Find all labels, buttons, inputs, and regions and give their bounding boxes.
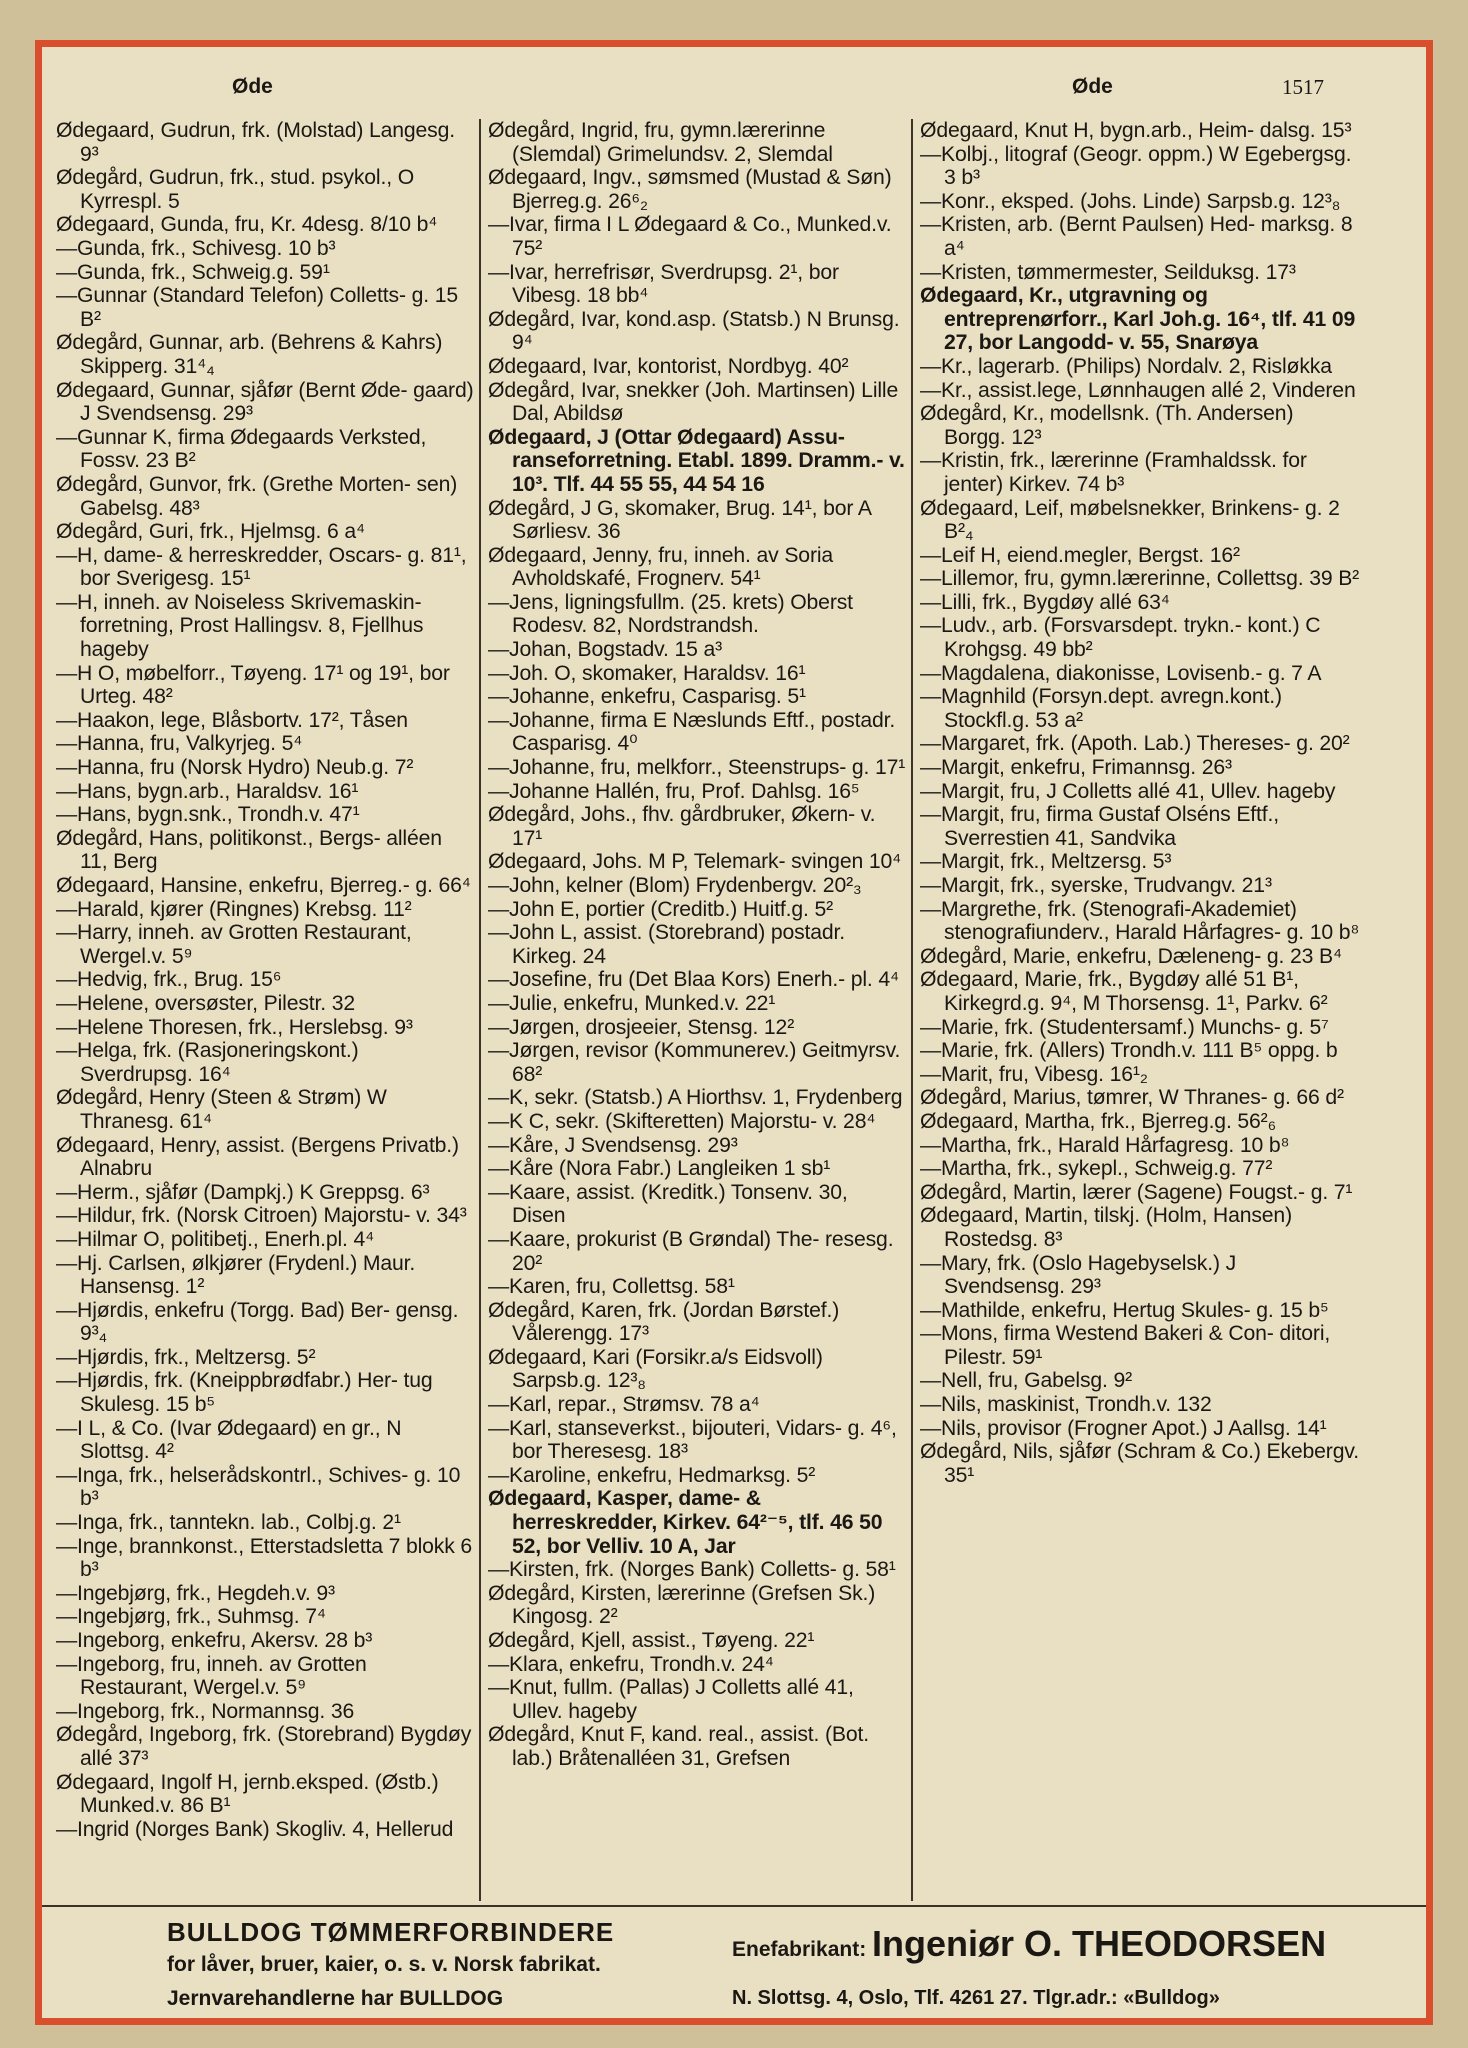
- directory-entry: —Margit, fru, firma Gustaf Olséns Eftf., Sverrestien 41, Sandvika: [920, 803, 1285, 850]
- directory-entry: —Mary, frk. (Oslo Hagebyselsk.) J Svendsensg. 29³: [920, 1251, 1242, 1299]
- directory-entry: —H O, møbelforr., Tøyeng. 17¹ og 19¹, bor Urteg. 48²: [56, 661, 456, 709]
- directory-entry: —Kåre (Nora Fabr.) Langleiken 1 sb¹: [488, 1157, 831, 1181]
- directory-entry: —Kolbj., litograf (Geogr. oppm.) W Egebergsg. 3 b³: [920, 142, 1358, 190]
- directory-entry: Ødegaard, Gudrun, frk. (Molstad) Langesg. 9³: [56, 119, 461, 166]
- directory-entry: —Josefine, fru (Det Blaa Kors) Enerh.- pl. 4⁴: [488, 968, 899, 992]
- directory-entry: —Kr., assist.lege, Lønnhaugen allé 2, Vinderen: [920, 378, 1356, 402]
- directory-entry: —Margaret, frk. (Apoth. Lab.) Thereses- g. 20²: [920, 732, 1350, 756]
- directory-entry: Ødegaard, Ingv., sømsmed (Mustad & Søn) Bjerreg.g. 26⁶₂: [488, 166, 898, 213]
- directory-entry: —Johanne, fru, melkforr., Steenstrups- g. 17¹: [488, 756, 906, 780]
- column-divider: [911, 119, 913, 1901]
- directory-entry: Ødegård, Henry (Steen & Strøm) W Thranesg. 61⁴: [56, 1086, 393, 1133]
- directory-entry: Ødegaard, Kasper, dame- & herreskredder, Kirkev. 64²⁻⁵, tlf. 46 50 52, bor Velliv. 10 A, Jar: [488, 1487, 889, 1558]
- directory-entry: —Jørgen, drosjeeier, Stensg. 12²: [488, 1015, 795, 1039]
- directory-entry: —Kaare, assist. (Kreditk.) Tonsenv. 30, Disen: [488, 1180, 854, 1228]
- directory-entry: —Hilmar O, politibetj., Enerh.pl. 4⁴: [56, 1227, 375, 1251]
- directory-entry: —Inge, brannkonst., Etterstadsletta 7 blokk 6 b³: [56, 1534, 478, 1582]
- directory-entry: —Gunda, frk., Schweig.g. 59¹: [56, 260, 330, 284]
- directory-entry: —Ivar, firma I L Ødegaard & Co., Munked.v. 75²: [488, 213, 898, 260]
- header-left: Øde: [232, 75, 273, 98]
- directory-entry: —Marit, fru, Vibesg. 16¹₂: [920, 1062, 1148, 1086]
- directory-entry: —Jens, ligningsfullm. (25. krets) Oberst Rodesv. 82, Nordstrandsh.: [488, 590, 859, 638]
- directory-page: [35, 40, 1433, 2025]
- directory-entry: Ødegård, Hans, politikonst., Bergs- alléen 11, Berg: [56, 826, 448, 874]
- directory-entry: —Ingebjørg, frk., Suhmsg. 7⁴: [56, 1605, 326, 1629]
- directory-entry: —John, kelner (Blom) Frydenbergv. 20²₃: [488, 874, 862, 897]
- directory-entry: —Ingrid (Norges Bank) Skogliv. 4, Hellerud: [56, 1817, 454, 1841]
- directory-entry: —Johanne, firma E Næslunds Eftf., postadr. Casparisg. 4⁰: [488, 708, 901, 756]
- directory-entry: —H, inneh. av Noiseless Skrivemaskin- forretning, Prost Hallingsv. 8, Fjellhus hageby: [56, 590, 430, 662]
- directory-entry: —Mathilde, enkefru, Hertug Skules- g. 15 b⁵: [920, 1298, 1329, 1322]
- directory-entry: —Margit, fru, J Colletts allé 41, Ullev. hageby: [920, 779, 1336, 803]
- directory-entry: —John L, assist. (Storebrand) postadr. Kirkeg. 24: [488, 921, 851, 968]
- header-right: Øde: [1072, 75, 1113, 98]
- directory-entry: —Joh. O, skomaker, Haraldsv. 16¹: [488, 661, 806, 685]
- directory-entry: —Herm., sjåfør (Dampkj.) K Greppsg. 6³: [56, 1180, 430, 1204]
- directory-entry: —Hjørdis, enkefru (Torgg. Bad) Ber- gensg. 9³₄: [56, 1298, 465, 1346]
- directory-entry: —Karoline, enkefru, Hedmarksg. 5²: [488, 1463, 816, 1487]
- directory-entry: —Margit, enkefru, Frimannsg. 26³: [920, 756, 1232, 780]
- directory-entry: Ødegård, Guri, frk., Hjelmsg. 6 a⁴: [56, 520, 365, 544]
- directory-entry: —Nils, maskinist, Trondh.v. 132: [920, 1393, 1212, 1417]
- directory-entry: Ødegård, Ivar, snekker (Joh. Martinsen) Lille Dal, Abildsø: [488, 378, 904, 426]
- directory-entry: —Johan, Bogstadv. 15 a³: [488, 638, 723, 662]
- directory-entry: —Kirsten, frk. (Norges Bank) Colletts- g. 58¹: [488, 1558, 896, 1582]
- directory-entry: —Margrethe, frk. (Stenografi-Akademiet) stenografiunderv., Harald Hårfagres- g. 10 b⁸: [920, 897, 1360, 945]
- directory-entry: —Ivar, herrefrisør, Sverdrupsg. 2¹, bor Vibesg. 18 bb⁴: [488, 260, 845, 308]
- directory-entry: —K, sekr. (Statsb.) A Hiorthsv. 1, Frydenberg: [488, 1086, 903, 1110]
- directory-entry: —Hanna, fru, Valkyrjeg. 5⁴: [56, 732, 303, 756]
- directory-entry: —Ludv., arb. (Forsvarsdept. trykn.- kont.) C Krohgsg. 49 bb²: [920, 614, 1327, 662]
- directory-entry: —Helga, frk. (Rasjoneringskont.) Sverdrupsg. 16⁴: [56, 1039, 365, 1086]
- directory-entry: —Kristen, tømmermester, Seilduksg. 17³: [920, 260, 1296, 284]
- directory-entry: Ødegaard, Marie, frk., Bygdøy allé 51 B¹, Kirkegrd.g. 9⁴, M Thorsensg. 1¹, Parkv. 6²: [920, 968, 1328, 1015]
- column-1: [56, 119, 480, 1894]
- directory-entry: —Ingeborg, fru, inneh. av Grotten Restaurant, Wergel.v. 5⁹: [56, 1652, 373, 1700]
- directory-entry: —Hj. Carlsen, ølkjører (Frydenl.) Maur. Hansensg. 1²: [56, 1251, 421, 1299]
- directory-entry: —Ingeborg, enkefru, Akersv. 28 b³: [56, 1629, 373, 1652]
- directory-entry: —Hildur, frk. (Norsk Citroen) Majorstu- v. 34³: [56, 1204, 467, 1228]
- directory-entry: Ødegård, Ingrid, fru, gymn.lærerinne (Slemdal) Grimelundsv. 2, Slemdal: [488, 119, 833, 166]
- directory-entry: —Inga, frk., tanntekn. lab., Colbj.g. 2¹: [56, 1511, 401, 1535]
- directory-entry: —Helene, oversøster, Pilestr. 32: [56, 991, 356, 1015]
- directory-entry: —Harry, inneh. av Grotten Restaurant, Wergel.v. 5⁹: [56, 921, 418, 968]
- ad-dealer-line: Jernvarehandlerne har BULLDOG: [167, 1987, 504, 2010]
- directory-entry: Ødegaard, Kr., utgravning og entreprenørforr., Karl Joh.g. 16⁴, tlf. 41 09 27, bor Langodd- v. 55, Snarøya: [920, 284, 1361, 355]
- directory-entry: —Johanne, enkefru, Casparisg. 5¹: [488, 685, 806, 709]
- directory-entry: —Martha, frk., Harald Hårfagresg. 10 b⁸: [920, 1133, 1290, 1157]
- directory-entry: —Hjørdis, frk. (Kneippbrødfabr.) Her- tug Skulesg. 15 b⁵: [56, 1369, 439, 1417]
- directory-entry: Ødegaard, Hansine, enkefru, Bjerreg.- g. 66⁴: [56, 874, 471, 897]
- directory-entry: —Karl, stanseverkst., bijouteri, Vidars- g. 4⁶, bor Theresesg. 18³: [488, 1416, 903, 1464]
- directory-entry: —Hedvig, frk., Brug. 15⁶: [56, 968, 282, 992]
- directory-entry: —Johanne Hallén, fru, Prof. Dahlsg. 16⁵: [488, 779, 860, 803]
- directory-entry: —Lilli, frk., Bygdøy allé 63⁴: [920, 590, 1170, 614]
- directory-entry: Ødegård, Knut F, kand. real., assist. (Bot. lab.) Bråtenalléen 31, Grefsen: [488, 1723, 875, 1770]
- directory-entry: —John E, portier (Creditb.) Huitf.g. 5²: [488, 897, 834, 921]
- directory-entry: —Hjørdis, frk., Meltzersg. 5²: [56, 1345, 316, 1369]
- ad-address: N. Slottsg. 4, Oslo, Tlf. 4261 27. Tlgr.adr.: «Bulldog»: [732, 1987, 1220, 2009]
- directory-entry: —Nils, provisor (Frogner Apot.) J Aallsg. 14¹: [920, 1416, 1327, 1440]
- directory-entry: Ødegård, Kirsten, lærerinne (Grefsen Sk.) Kingosg. 2²: [488, 1581, 881, 1629]
- directory-entry: Ødegaard, Kari (Forsikr.a/s Eidsvoll) Sarpsb.g. 12³₈: [488, 1345, 829, 1393]
- directory-entry: —Marie, frk. (Allers) Trondh.v. 111 B⁵ oppg. b: [920, 1039, 1338, 1063]
- directory-entry: —Konr., eksped. (Johs. Linde) Sarpsb.g. 12³₈: [920, 189, 1341, 213]
- directory-entry: —Haakon, lege, Blåsbortv. 17², Tåsen: [56, 708, 408, 732]
- directory-entry: —Kr., lagerarb. (Philips) Nordalv. 2, Risløkka: [920, 354, 1332, 378]
- directory-entry: —Mons, firma Westend Bakeri & Con- ditori, Pilestr. 59¹: [920, 1322, 1336, 1369]
- directory-entry: —H, dame- & herreskredder, Oscars- g. 81¹, bor Sverigesg. 15¹: [56, 543, 473, 591]
- directory-entry: —Kåre, J Svendsensg. 29³: [488, 1133, 738, 1157]
- directory-entry: —Knut, fullm. (Pallas) J Colletts allé 41, Ullev. hageby: [488, 1676, 860, 1723]
- directory-entry: —Ingeborg, frk., Normannsg. 36: [56, 1699, 355, 1723]
- directory-entry: —Magnhild (Forsyn.dept. avregn.kont.) Stockfl.g. 53 a²: [920, 685, 1288, 732]
- directory-entry: Ødegaard, Leif, møbelsnekker, Brinkens- g. 2 B²₄: [920, 496, 1346, 544]
- directory-entry: —Hanna, fru (Norsk Hydro) Neub.g. 7²: [56, 756, 414, 780]
- advertisement: [42, 1905, 1426, 2027]
- page-header: [42, 75, 1426, 109]
- column-3: [920, 119, 1365, 1894]
- directory-entry: —Harald, kjører (Ringnes) Krebsg. 11²: [56, 897, 412, 921]
- directory-entry: —Ingebjørg, frk., Hegdeh.v. 9³: [56, 1581, 335, 1605]
- directory-entry: —Margit, frk., Meltzersg. 5³: [920, 850, 1172, 874]
- directory-entry: —Gunnar K, firma Ødegaards Verksted, Fossv. 23 B²: [56, 425, 433, 473]
- directory-entry: —Julie, enkefru, Munked.v. 22¹: [488, 991, 776, 1015]
- directory-entry: —Magdalena, diakonisse, Lovisenb.- g. 7 A: [920, 661, 1322, 685]
- directory-entry: Ødegård, Ivar, kond.asp. (Statsb.) N Brunsg. 9⁴: [488, 307, 906, 355]
- directory-entry: —Hans, bygn.snk., Trondh.v. 47¹: [56, 803, 360, 827]
- directory-entry: Ødegård, Nils, sjåfør (Schram & Co.) Ekebergv. 35¹: [920, 1440, 1365, 1487]
- directory-entry: —Margit, frk., syerske, Trudvangv. 21³: [920, 874, 1272, 897]
- directory-entry: Ødegård, Kjell, assist., Tøyeng. 22¹: [488, 1629, 815, 1652]
- directory-entry: Ødegaard, Martha, frk., Bjerreg.g. 56²₆: [920, 1109, 1276, 1133]
- ad-headline: BULLDOG TØMMERFORBINDERE: [167, 1917, 615, 1947]
- directory-entry: —Helene Thoresen, frk., Herslebsg. 9³: [56, 1015, 413, 1039]
- directory-entry: —Nell, fru, Gabelsg. 9²: [920, 1369, 1133, 1393]
- directory-entry: Ødegaard, J (Ottar Ødegaard) Assu- ranseforretning. Etabl. 1899. Dramm.- v. 10³. Tlf. 44 55 55, 44 54 16: [488, 425, 911, 496]
- directory-entry: —Jørgen, revisor (Kommunerev.) Geitmyrsv. 68²: [488, 1039, 906, 1086]
- directory-entry: —Karl, repar., Strømsv. 78 a⁴: [488, 1393, 760, 1417]
- ad-maker-label: Enefabrikant:: [732, 1938, 867, 1961]
- directory-entry: —Inga, frk., helserådskontrl., Schives- g. 10 b³: [56, 1463, 466, 1511]
- directory-entry: Ødegård, Gunnar, arb. (Behrens & Kahrs) Skipperg. 31⁴₄: [56, 331, 449, 378]
- directory-entry: —Marie, frk. (Studentersamf.) Munchs- g. 5⁷: [920, 1015, 1329, 1039]
- column-2: [488, 119, 911, 1894]
- ad-maker: [732, 1923, 1326, 1965]
- page-number: 1517: [1282, 75, 1324, 99]
- directory-entry: Ødegaard, Henry, assist. (Bergens Privatb.) Alnabru: [56, 1133, 464, 1181]
- directory-entry: Ødegård, Kr., modellsnk. (Th. Andersen) Borgg. 12³: [920, 402, 1300, 449]
- directory-entry: —Karen, fru, Collettsg. 58¹: [488, 1275, 735, 1299]
- directory-entry: —Hans, bygn.arb., Haraldsv. 16¹: [56, 779, 359, 803]
- directory-entry: Ødegaard, Johs. M P, Telemark- svingen 10⁴: [488, 850, 902, 874]
- directory-entry: —Martha, frk., sykepl., Schweig.g. 77²: [920, 1157, 1273, 1181]
- directory-entry: Ødegaard, Knut H, bygn.arb., Heim- dalsg. 15³: [920, 119, 1352, 142]
- directory-entry: —Kristen, arb. (Bernt Paulsen) Hed- marksg. 8 a⁴: [920, 213, 1359, 260]
- directory-entry: —Leif H, eiend.megler, Bergst. 16²: [920, 543, 1240, 567]
- directory-entry: —K C, sekr. (Skifteretten) Majorstu- v. 28⁴: [488, 1109, 876, 1133]
- directory-entry: —Lillemor, fru, gymn.lærerinne, Collettsg. 39 B²: [920, 567, 1360, 591]
- directory-entry: Ødegaard, Gunnar, sjåfør (Bernt Øde- gaard) J Svendsensg. 29³: [56, 378, 480, 426]
- directory-entry: Ødegaard, Martin, tilskj. (Holm, Hansen) Rostedsg. 8³: [920, 1204, 1298, 1251]
- directory-entry: Ødegård, Martin, lærer (Sagene) Fougst.- g. 7¹: [920, 1180, 1353, 1204]
- directory-columns: [56, 119, 1398, 1894]
- directory-entry: Ødegård, Gunvor, frk. (Grethe Morten- sen) Gabelsg. 48³: [56, 472, 463, 520]
- directory-entry: Ødegård, Karen, frk. (Jordan Børstef.) Vålerengg. 17³: [488, 1298, 845, 1346]
- directory-entry: Ødegaard, Ingolf H, jernb.eksped. (Østb.) Munked.v. 86 B¹: [56, 1770, 445, 1818]
- directory-entry: Ødegaard, Gunda, fru, Kr. 4desg. 8/10 b⁴: [56, 213, 438, 237]
- directory-entry: Ødegård, Johs., fhv. gårdbruker, Økern- v. 17¹: [488, 803, 882, 850]
- directory-entry: —Gunnar (Standard Telefon) Colletts- g. 15 B²: [56, 284, 464, 331]
- directory-entry: Ødegaard, Jenny, fru, inneh. av Soria Avholdskafé, Frognerv. 54¹: [488, 543, 838, 591]
- directory-entry: Ødegård, Marius, tømrer, W Thranes- g. 66 d²: [920, 1086, 1344, 1110]
- directory-entry: Ødegård, Gudrun, frk., stud. psykol., O Kyrrespl. 5: [56, 166, 420, 213]
- directory-entry: Ødegård, Marie, enkefru, Dæleneng- g. 23 B⁴: [920, 944, 1342, 968]
- directory-entry: Ødegård, J G, skomaker, Brug. 14¹, bor A Sørliesv. 36: [488, 496, 877, 544]
- directory-entry: —Gunda, frk., Schivesg. 10 b³: [56, 236, 336, 260]
- directory-entry: Ødegaard, Ivar, kontorist, Nordbyg. 40²: [488, 354, 849, 378]
- ad-subline: for låver, bruer, kaier, o. s. v. Norsk fabrikat.: [167, 1953, 601, 1976]
- directory-entry: —Klara, enkefru, Trondh.v. 24⁴: [488, 1652, 774, 1676]
- column-divider: [479, 119, 481, 1901]
- ad-maker-name: Ingeniør O. THEODORSEN: [872, 1923, 1327, 1964]
- directory-entry: —Kristin, frk., lærerinne (Framhaldssk. for jenter) Kirkev. 74 b³: [920, 449, 1313, 496]
- directory-entry: —I L, & Co. (Ivar Ødegaard) en gr., N Slottsg. 4²: [56, 1416, 408, 1464]
- directory-entry: Ødegård, Ingeborg, frk. (Storebrand) Bygdøy allé 37³: [56, 1723, 477, 1770]
- directory-entry: —Kaare, prokurist (B Grøndal) The- resesg. 20²: [488, 1227, 900, 1275]
